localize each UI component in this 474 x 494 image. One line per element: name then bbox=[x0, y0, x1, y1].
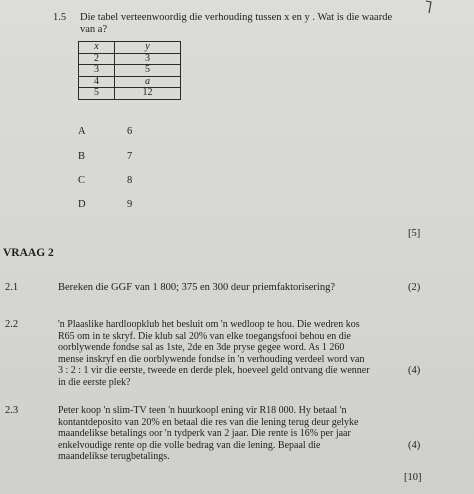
text-line: maandelikse betalings oor 'n tydperk van 2 jaar. Die rente is 16% per jaar bbox=[58, 428, 351, 440]
option-a-value: 6 bbox=[127, 126, 133, 137]
question-2-2-text bbox=[58, 319, 370, 389]
text-line: Peter koop 'n slim-TV teen 'n huurkoopl ening vir R18 000. Hy betaal 'n bbox=[58, 405, 347, 416]
table-header-x: x bbox=[79, 42, 115, 54]
section-1-total: [5] bbox=[408, 228, 421, 239]
table-row bbox=[79, 88, 181, 100]
table-cell: a bbox=[115, 76, 181, 88]
table-cell: 2 bbox=[79, 53, 115, 65]
ratio-table bbox=[78, 41, 181, 100]
table-cell: 5 bbox=[79, 88, 115, 100]
table-header-y: y bbox=[115, 42, 181, 54]
table-header-row bbox=[79, 42, 181, 54]
option-d-value: 9 bbox=[127, 199, 133, 210]
table-cell: 3 bbox=[115, 53, 181, 65]
question-1-5-text-line1: Die tabel verteenwoordig die verhouding tussen x en y . Wat is die waarde bbox=[80, 12, 393, 23]
text-line: R65 om in te skryf. Die klub sal 20% van elke toegangsfooi behou en die bbox=[58, 330, 351, 342]
question-2-3-text bbox=[58, 405, 358, 463]
table-cell: 3 bbox=[79, 65, 115, 77]
section-2-total: [10] bbox=[404, 472, 422, 483]
text-line: in die eerste plek? bbox=[58, 376, 131, 388]
text-line: oorblywende fondse sal as 1ste, 2de en 3de pryse gegee word. As 1 260 bbox=[58, 342, 345, 354]
pen-mark bbox=[424, 0, 434, 14]
text-line: 'n Plaaslike hardloopklub het besluit om 'n wedloop te hou. Die wedren kos bbox=[58, 319, 360, 330]
question-2-3-marks: (4) bbox=[408, 440, 421, 451]
question-2-2-marks: (4) bbox=[408, 365, 421, 376]
table-row bbox=[79, 65, 181, 77]
option-b-value: 7 bbox=[127, 151, 133, 162]
text-line: kontantdeposito van 20% en betaal die res van die lening terug deur gelyke bbox=[58, 416, 359, 428]
question-1-5-text-line2: van a? bbox=[80, 24, 108, 35]
option-c-value: 8 bbox=[127, 175, 133, 186]
section-heading-vraag-2: VRAAG 2 bbox=[3, 247, 54, 259]
question-number-2-2: 2.2 bbox=[5, 319, 19, 330]
option-b-letter: B bbox=[78, 151, 86, 162]
table-cell: 5 bbox=[115, 65, 181, 77]
table-row bbox=[79, 53, 181, 65]
question-2-1-marks: (2) bbox=[408, 282, 421, 293]
option-c-letter: C bbox=[78, 175, 86, 186]
table-cell: 4 bbox=[79, 76, 115, 88]
option-d-letter: D bbox=[78, 199, 86, 210]
text-line: 3 : 2 : 1 vir die eerste, tweede en derde plek, hoeveel geld ontvang die wenner bbox=[58, 365, 370, 377]
question-number-1-5: 1.5 bbox=[53, 12, 67, 23]
question-number-2-3: 2.3 bbox=[5, 405, 19, 416]
table-row bbox=[79, 76, 181, 88]
question-2-1-text: Bereken die GGF van 1 800; 375 en 300 deur priemfaktorisering? bbox=[58, 282, 336, 293]
text-line: mense inskryf en die oorblywende fondse in 'n verhouding verdeel word van bbox=[58, 353, 365, 365]
option-a-letter: A bbox=[78, 126, 86, 137]
text-line: maandelikse terugbetalings. bbox=[58, 451, 170, 463]
text-line: enkelvoudige rente op die volle bedrag van die lening. Bepaal die bbox=[58, 439, 321, 451]
question-number-2-1: 2.1 bbox=[5, 282, 19, 293]
table-cell: 12 bbox=[115, 88, 181, 100]
